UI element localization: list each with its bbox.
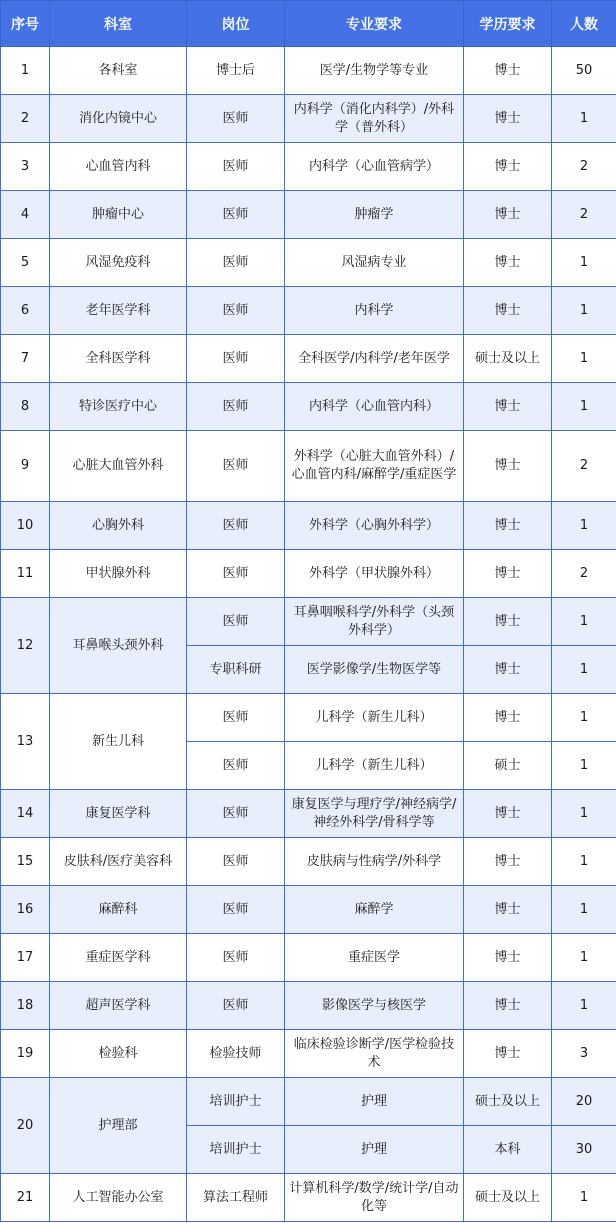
header-no: 序号 [1,1,50,47]
cell-major: 儿科学（新生儿科） [285,742,464,790]
table-row [1,598,616,646]
table-row [1,1174,616,1222]
cell-count: 1 [552,934,616,982]
cell-no: 17 [1,934,50,982]
table-row [1,694,616,742]
cell-edu: 博士 [464,1030,552,1078]
cell-dept: 护理部 [50,1078,187,1174]
table-row [1,95,616,143]
cell-no: 5 [1,239,50,287]
cell-dept: 心血管内科 [50,143,187,191]
cell-dept: 各科室 [50,47,187,95]
table-row [1,287,616,335]
cell-post: 算法工程师 [187,1174,285,1222]
cell-post: 医师 [187,598,285,646]
cell-post: 医师 [187,742,285,790]
cell-count: 3 [552,1030,616,1078]
cell-no: 6 [1,287,50,335]
cell-dept: 康复医学科 [50,790,187,838]
cell-no: 11 [1,550,50,598]
table-row [1,886,616,934]
cell-major: 肿瘤学 [285,191,464,239]
cell-dept: 重症医学科 [50,934,187,982]
header-post: 岗位 [187,1,285,47]
cell-no: 1 [1,47,50,95]
cell-post: 培训护士 [187,1126,285,1174]
cell-post: 医师 [187,550,285,598]
cell-major: 儿科学（新生儿科） [285,694,464,742]
cell-dept: 新生儿科 [50,694,187,790]
cell-no: 13 [1,694,50,790]
table-row [1,790,616,838]
cell-post: 检验技师 [187,1030,285,1078]
table-row [1,934,616,982]
header-edu: 学历要求 [464,1,552,47]
table-row [1,502,616,550]
cell-edu: 硕士及以上 [464,335,552,383]
cell-dept: 风湿免疫科 [50,239,187,287]
cell-post: 医师 [187,502,285,550]
cell-dept: 耳鼻喉头颈外科 [50,598,187,694]
cell-dept: 检验科 [50,1030,187,1078]
cell-dept: 全科医学科 [50,335,187,383]
cell-post: 医师 [187,790,285,838]
cell-count: 1 [552,502,616,550]
table-row [1,838,616,886]
header-dept: 科室 [50,1,187,47]
cell-edu: 博士 [464,646,552,694]
cell-major: 影像医学与核医学 [285,982,464,1030]
cell-edu: 博士 [464,191,552,239]
cell-post: 博士后 [187,47,285,95]
cell-dept: 肿瘤中心 [50,191,187,239]
cell-count: 2 [552,191,616,239]
cell-no: 2 [1,95,50,143]
cell-dept: 消化内镜中心 [50,95,187,143]
cell-dept: 人工智能办公室 [50,1174,187,1222]
table-row [1,47,616,95]
cell-no: 15 [1,838,50,886]
cell-dept: 麻醉科 [50,886,187,934]
cell-dept: 皮肤科/医疗美容科 [50,838,187,886]
cell-major: 麻醉学 [285,886,464,934]
cell-edu: 本科 [464,1126,552,1174]
cell-count: 2 [552,431,616,502]
cell-edu: 博士 [464,790,552,838]
cell-major: 风湿病专业 [285,239,464,287]
cell-count: 1 [552,287,616,335]
table-row [1,335,616,383]
cell-count: 1 [552,383,616,431]
table-row [1,431,616,502]
table-row [1,982,616,1030]
cell-count: 1 [552,239,616,287]
cell-major: 重症医学 [285,934,464,982]
cell-post: 医师 [187,431,285,502]
cell-edu: 博士 [464,287,552,335]
table-row [1,143,616,191]
cell-no: 4 [1,191,50,239]
cell-count: 1 [552,886,616,934]
cell-post: 医师 [187,239,285,287]
cell-major: 皮肤病与性病学/外科学 [285,838,464,886]
cell-post: 医师 [187,383,285,431]
cell-major: 计算机科学/数学/统计学/自动化等 [285,1174,464,1222]
cell-count: 1 [552,694,616,742]
cell-post: 专职科研 [187,646,285,694]
cell-no: 3 [1,143,50,191]
cell-major: 外科学（心胸外科学） [285,502,464,550]
header-major: 专业要求 [285,1,464,47]
cell-post: 医师 [187,886,285,934]
cell-no: 20 [1,1078,50,1174]
cell-no: 18 [1,982,50,1030]
cell-post: 医师 [187,143,285,191]
cell-no: 7 [1,335,50,383]
cell-count: 1 [552,95,616,143]
cell-major: 临床检验诊断学/医学检验技术 [285,1030,464,1078]
cell-dept: 特诊医疗中心 [50,383,187,431]
cell-edu: 博士 [464,550,552,598]
table-row [1,383,616,431]
cell-no: 16 [1,886,50,934]
cell-edu: 博士 [464,239,552,287]
cell-count: 1 [552,335,616,383]
cell-major: 内科学（消化内科学）/外科学（普外科） [285,95,464,143]
cell-count: 20 [552,1078,616,1126]
cell-count: 30 [552,1126,616,1174]
cell-dept: 甲状腺外科 [50,550,187,598]
cell-post: 医师 [187,982,285,1030]
cell-post: 医师 [187,335,285,383]
cell-edu: 博士 [464,431,552,502]
cell-edu: 硕士及以上 [464,1174,552,1222]
cell-count: 1 [552,982,616,1030]
table-row [1,1030,616,1078]
table-row [1,1078,616,1126]
table-row [1,191,616,239]
cell-major: 全科医学/内科学/老年医学 [285,335,464,383]
cell-dept: 超声医学科 [50,982,187,1030]
cell-no: 9 [1,431,50,502]
cell-no: 14 [1,790,50,838]
cell-no: 21 [1,1174,50,1222]
cell-no: 12 [1,598,50,694]
cell-edu: 博士 [464,47,552,95]
cell-post: 医师 [187,191,285,239]
cell-edu: 博士 [464,982,552,1030]
cell-count: 1 [552,598,616,646]
cell-count: 1 [552,646,616,694]
cell-edu: 博士 [464,694,552,742]
cell-edu: 博士 [464,95,552,143]
cell-edu: 博士 [464,383,552,431]
header-row [1,1,616,47]
cell-major: 内科学 [285,287,464,335]
cell-edu: 博士 [464,143,552,191]
cell-major: 外科学（心脏大血管外科）/心血管内科/麻醉学/重症医学 [285,431,464,502]
cell-count: 50 [552,47,616,95]
cell-post: 医师 [187,694,285,742]
cell-edu: 博士 [464,838,552,886]
cell-no: 19 [1,1030,50,1078]
cell-post: 医师 [187,95,285,143]
cell-no: 10 [1,502,50,550]
cell-count: 1 [552,838,616,886]
cell-dept: 老年医学科 [50,287,187,335]
cell-major: 内科学（心血管内科） [285,383,464,431]
cell-count: 1 [552,742,616,790]
cell-count: 1 [552,790,616,838]
cell-post: 培训护士 [187,1078,285,1126]
cell-edu: 博士 [464,598,552,646]
table-row [1,550,616,598]
cell-edu: 博士 [464,886,552,934]
cell-major: 护理 [285,1078,464,1126]
cell-major: 医学影像学/生物医学等 [285,646,464,694]
cell-post: 医师 [187,934,285,982]
cell-post: 医师 [187,287,285,335]
cell-count: 2 [552,550,616,598]
cell-edu: 博士 [464,934,552,982]
cell-major: 外科学（甲状腺外科） [285,550,464,598]
cell-count: 1 [552,1174,616,1222]
cell-major: 医学/生物学等专业 [285,47,464,95]
cell-major: 康复医学与理疗学/神经病学/神经外科学/骨科学等 [285,790,464,838]
cell-edu: 博士 [464,502,552,550]
cell-edu: 硕士及以上 [464,1078,552,1126]
cell-major: 护理 [285,1126,464,1174]
cell-no: 8 [1,383,50,431]
cell-edu: 硕士 [464,742,552,790]
cell-count: 2 [552,143,616,191]
cell-dept: 心脏大血管外科 [50,431,187,502]
cell-major: 内科学（心血管病学） [285,143,464,191]
cell-post: 医师 [187,838,285,886]
cell-major: 耳鼻咽喉科学/外科学（头颈外科学） [285,598,464,646]
header-count: 人数 [552,1,616,47]
cell-dept: 心胸外科 [50,502,187,550]
table-row [1,239,616,287]
